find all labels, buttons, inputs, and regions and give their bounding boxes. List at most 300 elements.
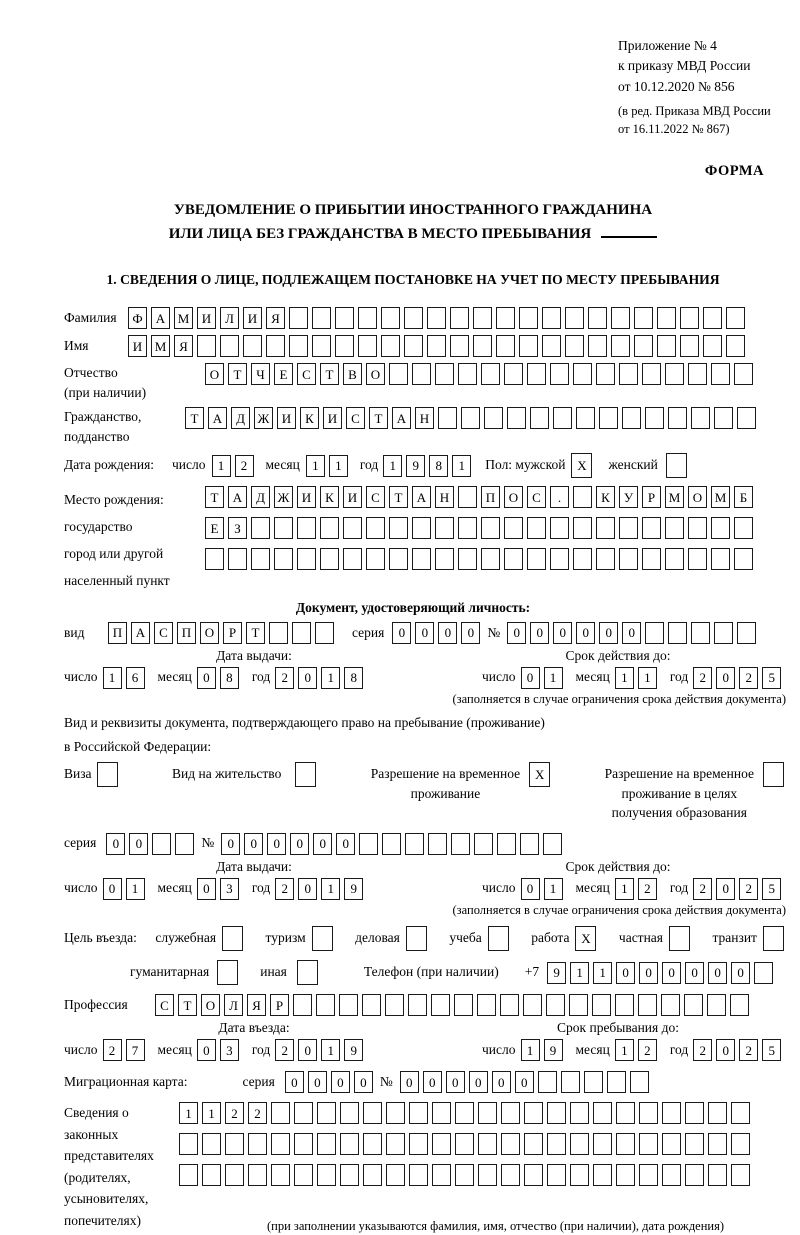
char-box (202, 1133, 221, 1155)
char-box: 1 (321, 878, 340, 900)
char-box (708, 1164, 727, 1186)
char-box (274, 517, 293, 539)
char-box (404, 335, 423, 357)
char-box: Ч (251, 363, 270, 385)
char-box: 0 (336, 833, 355, 855)
profession-row (64, 994, 792, 1016)
char-box (496, 307, 515, 329)
entry-month-boxes (197, 1039, 243, 1061)
char-box (428, 833, 447, 855)
char-box: И (243, 307, 262, 329)
char-box (381, 335, 400, 357)
char-box (668, 622, 687, 644)
char-box: А (151, 307, 170, 329)
char-box: М (174, 307, 193, 329)
char-box: О (205, 363, 224, 385)
study-checkbox (488, 926, 513, 951)
visa-checkbox (97, 762, 122, 787)
char-box (312, 926, 333, 951)
char-box (703, 307, 722, 329)
char-box (217, 960, 238, 985)
visit-purpose-row1 (64, 926, 792, 951)
char-box (205, 548, 224, 570)
char-box (179, 1133, 198, 1155)
char-box (642, 548, 661, 570)
residence-doc-intro1: Вид и реквизиты документа, подтверждающего право на пребывание (проживание) (64, 715, 545, 731)
purpose-study: учеба (449, 926, 512, 951)
doc-number-boxes (507, 622, 760, 644)
char-box (427, 307, 446, 329)
appendix-block (618, 36, 792, 138)
char-box (404, 307, 423, 329)
char-box (538, 1071, 557, 1093)
tourism-checkbox (312, 926, 337, 951)
char-box (523, 994, 542, 1016)
char-box (412, 517, 431, 539)
char-box (714, 622, 733, 644)
residence-series-label: серия (64, 835, 97, 851)
purpose-work: работа X (531, 926, 600, 951)
migration-number-label: № (379, 1073, 393, 1089)
char-box (481, 363, 500, 385)
char-box (638, 994, 657, 1016)
phone-prefix: +7 (524, 964, 540, 980)
char-box (222, 926, 243, 951)
year-label: год (359, 457, 379, 473)
char-box (481, 517, 500, 539)
char-box (615, 994, 634, 1016)
char-box (271, 1164, 290, 1186)
char-box (645, 622, 664, 644)
char-box (688, 517, 707, 539)
char-box: А (392, 407, 411, 429)
char-box (386, 1164, 405, 1186)
char-box: 1 (615, 1039, 634, 1061)
valid-day-boxes (521, 667, 567, 689)
amendment-line: от 16.11.2022 № 867) (618, 121, 730, 136)
char-box: О (200, 622, 219, 644)
char-box (524, 1164, 543, 1186)
char-box: 8 (344, 667, 363, 689)
char-box (611, 335, 630, 357)
entry-dates-row (64, 1039, 792, 1061)
appendix-line: к приказу МВД России (618, 58, 751, 74)
char-box (488, 926, 509, 951)
char-box (339, 994, 358, 1016)
char-box: 2 (225, 1102, 244, 1124)
char-box: 0 (716, 667, 735, 689)
citizenship-row (64, 407, 792, 447)
stay-until-date: число 1 9 месяц 1 2 год 2 0 2 5 (482, 1039, 794, 1061)
char-box: Р (642, 486, 661, 508)
char-box: 1 (544, 878, 563, 900)
char-box: 6 (126, 667, 145, 689)
residence-doc-intro2: в Российской Федерации: (64, 739, 212, 755)
char-box (220, 335, 239, 357)
purpose-transit: транзит (712, 926, 788, 951)
char-box (550, 548, 569, 570)
char-box (435, 517, 454, 539)
char-box (386, 1133, 405, 1155)
char-box (266, 335, 285, 357)
char-box (294, 1133, 313, 1155)
char-box (524, 1133, 543, 1155)
char-box (593, 1164, 612, 1186)
char-box: 9 (547, 962, 566, 984)
char-box (714, 407, 733, 429)
birth-place-label: Место рождения: государство город или другой населенный пункт (64, 492, 170, 589)
char-box: 0 (423, 1071, 442, 1093)
char-box (225, 1164, 244, 1186)
char-box (289, 307, 308, 329)
char-box: 2 (248, 1102, 267, 1124)
char-box (619, 363, 638, 385)
char-box: Я (247, 994, 266, 1016)
char-box (297, 548, 316, 570)
char-box (478, 1102, 497, 1124)
char-box: 0 (331, 1071, 350, 1093)
char-box (408, 994, 427, 1016)
birth-place-boxes (205, 486, 792, 575)
char-box (461, 407, 480, 429)
char-box: 5 (762, 667, 781, 689)
identity-doc-note: (заполняется в случае ограничения срока действия документа) (452, 691, 786, 706)
char-box: Я (174, 335, 193, 357)
char-box: 0 (530, 622, 549, 644)
surname-label: Фамилия (64, 309, 117, 325)
char-box: 2 (275, 667, 294, 689)
char-box (616, 1164, 635, 1186)
char-box: 1 (179, 1102, 198, 1124)
char-box: С (297, 363, 316, 385)
char-box (363, 1133, 382, 1155)
char-box: 2 (693, 1039, 712, 1061)
purpose-official: служебная (155, 926, 247, 951)
char-box: 1 (202, 1102, 221, 1124)
purpose-other: иная (260, 960, 322, 985)
char-box (504, 517, 523, 539)
char-box: 2 (275, 878, 294, 900)
stay-year-boxes (693, 1039, 785, 1061)
char-box (450, 307, 469, 329)
char-box (573, 363, 592, 385)
char-box (619, 548, 638, 570)
char-box: 1 (306, 455, 325, 477)
given-name-label: Имя (64, 337, 89, 353)
char-box (711, 517, 730, 539)
char-box: 0 (290, 833, 309, 855)
char-box (570, 1164, 589, 1186)
char-box (312, 335, 331, 357)
profession-label: Профессия (64, 996, 128, 1012)
char-box (412, 548, 431, 570)
entry-date-headings (64, 1020, 792, 1037)
char-box: 0 (469, 1071, 488, 1093)
char-box (271, 1102, 290, 1124)
char-box: 0 (716, 1039, 735, 1061)
char-box: 0 (197, 878, 216, 900)
char-box (570, 1102, 589, 1124)
char-box (458, 363, 477, 385)
char-box (734, 517, 753, 539)
char-box (251, 548, 270, 570)
given-name-row (64, 335, 792, 357)
char-box (432, 1133, 451, 1155)
char-box: 1 (452, 455, 471, 477)
char-box: 5 (762, 1039, 781, 1061)
patronymic-row (64, 363, 792, 403)
char-box (645, 407, 664, 429)
issue-year-boxes (275, 878, 367, 900)
char-box: С (366, 486, 385, 508)
char-box (685, 1133, 704, 1155)
char-box (389, 363, 408, 385)
char-box (734, 548, 753, 570)
char-box (97, 762, 118, 787)
char-box (343, 517, 362, 539)
doc-kind-label: вид (64, 624, 85, 640)
char-box: 1 (544, 667, 563, 689)
char-box: 0 (438, 622, 457, 644)
char-box (438, 407, 457, 429)
char-box (657, 307, 676, 329)
char-box: П (177, 622, 196, 644)
char-box (527, 517, 546, 539)
char-box: 9 (344, 878, 363, 900)
month-label: месяц (265, 457, 300, 473)
char-box (295, 762, 316, 787)
char-box (358, 307, 377, 329)
issue-date-heading: Дата выдачи: (216, 647, 292, 663)
char-box (496, 335, 515, 357)
residence-doc-note: (заполняется в случае ограничения срока действия документа) (452, 902, 786, 917)
char-box: 0 (708, 962, 727, 984)
char-box (316, 994, 335, 1016)
char-box: 0 (103, 878, 122, 900)
phone-label: Телефон (при наличии) (363, 964, 499, 980)
char-box: З (228, 517, 247, 539)
char-box: 2 (739, 878, 758, 900)
char-box (504, 548, 523, 570)
char-box: М (711, 486, 730, 508)
char-box: А (228, 486, 247, 508)
char-box: 0 (616, 962, 635, 984)
char-box: Ж (274, 486, 293, 508)
char-box (340, 1133, 359, 1155)
birth-place-row2 (205, 517, 757, 539)
char-box: М (151, 335, 170, 357)
char-box: 0 (576, 622, 595, 644)
char-box (248, 1133, 267, 1155)
char-box (588, 307, 607, 329)
char-box: 0 (515, 1071, 534, 1093)
char-box (570, 1133, 589, 1155)
issue-month-boxes (197, 878, 243, 900)
identity-issue-date: число 1 6 месяц 0 8 год 2 0 1 8 (64, 667, 444, 689)
char-box (251, 517, 270, 539)
char-box (363, 1164, 382, 1186)
char-box: 1 (615, 878, 634, 900)
char-box (458, 486, 477, 508)
char-box (335, 335, 354, 357)
char-box: И (297, 486, 316, 508)
char-box: 0 (521, 878, 540, 900)
char-box: А (131, 622, 150, 644)
char-box (202, 1164, 221, 1186)
migration-card-label: Миграционная карта: (64, 1073, 188, 1089)
amendment-line: (в ред. Приказа МВД России (618, 103, 771, 118)
business-checkbox (406, 926, 431, 951)
stay-until-heading: Срок пребывания до: (557, 1020, 679, 1036)
char-box (527, 363, 546, 385)
char-box (763, 762, 784, 787)
char-box (657, 335, 676, 357)
char-box (665, 363, 684, 385)
char-box (320, 548, 339, 570)
char-box (197, 335, 216, 357)
char-box: 0 (221, 833, 240, 855)
char-box (450, 335, 469, 357)
entry-year-boxes (275, 1039, 367, 1061)
char-box: Н (415, 407, 434, 429)
char-box: А (412, 486, 431, 508)
purpose-private: частная (619, 926, 694, 951)
representatives-label: Сведения о законных представителях (родителях, усыновителях, попечителях) (64, 1105, 154, 1228)
char-box: В (343, 363, 362, 385)
residence-number-boxes (221, 833, 566, 855)
representatives-row1 (179, 1102, 754, 1124)
char-box (497, 833, 516, 855)
char-box (669, 926, 690, 951)
char-box (477, 994, 496, 1016)
char-box (152, 833, 171, 855)
char-box: Т (369, 407, 388, 429)
char-box (561, 1071, 580, 1093)
char-box (685, 1102, 704, 1124)
char-box (547, 1102, 566, 1124)
day-label: число (172, 457, 206, 473)
char-box: 0 (507, 622, 526, 644)
doc-series-label: серия (352, 624, 385, 640)
birth-day-boxes (212, 455, 258, 477)
char-box (550, 363, 569, 385)
representatives-block (64, 1102, 792, 1235)
char-box (662, 1133, 681, 1155)
residence-permit-checkbox (295, 762, 320, 787)
char-box (519, 307, 538, 329)
issue-day-boxes (103, 667, 149, 689)
private-checkbox (669, 926, 694, 951)
char-box (584, 1071, 603, 1093)
char-box: Е (274, 363, 293, 385)
surname-boxes (128, 307, 749, 329)
char-box (530, 407, 549, 429)
representatives-row2 (179, 1133, 754, 1155)
char-box: X (529, 762, 550, 787)
char-box (588, 335, 607, 357)
char-box (484, 407, 503, 429)
char-box: 3 (220, 878, 239, 900)
char-box: 0 (285, 1071, 304, 1093)
char-box: К (596, 486, 615, 508)
birth-place-row1 (205, 486, 757, 508)
char-box (731, 1133, 750, 1155)
option-temporary-residence: Разрешение на временное проживание X (371, 764, 554, 803)
valid-month-boxes (615, 878, 661, 900)
char-box (691, 407, 710, 429)
char-box: 0 (599, 622, 618, 644)
work-checkbox (575, 926, 600, 951)
char-box (317, 1164, 336, 1186)
residence-doc-dates-row (64, 878, 792, 900)
doc-number-label: № (487, 624, 501, 640)
char-box (661, 994, 680, 1016)
char-box (179, 1164, 198, 1186)
char-box (619, 517, 638, 539)
char-box (248, 1164, 267, 1186)
temporary-residence-checkbox (529, 762, 554, 787)
char-box: 0 (267, 833, 286, 855)
valid-until-heading: Срок действия до: (565, 647, 671, 663)
char-box (616, 1133, 635, 1155)
char-box (634, 335, 653, 357)
char-box (665, 517, 684, 539)
birth-date-label: Дата рождения: (64, 457, 155, 473)
char-box (573, 517, 592, 539)
char-box (662, 1164, 681, 1186)
residence-number-label: № (201, 835, 215, 851)
char-box (524, 1102, 543, 1124)
char-box (405, 833, 424, 855)
char-box (596, 548, 615, 570)
purpose-business: деловая (355, 926, 431, 951)
char-box (565, 335, 584, 357)
char-box (666, 453, 687, 478)
char-box: Ж (254, 407, 273, 429)
other-checkbox (297, 960, 322, 985)
char-box (500, 994, 519, 1016)
residence-doc-options (64, 764, 792, 823)
char-box (458, 517, 477, 539)
char-box: 1 (321, 667, 340, 689)
char-box (707, 994, 726, 1016)
humanitarian-checkbox (217, 960, 242, 985)
char-box: 2 (739, 667, 758, 689)
char-box (520, 833, 539, 855)
char-box: О (366, 363, 385, 385)
char-box: Т (228, 363, 247, 385)
char-box: И (343, 486, 362, 508)
char-box (726, 335, 745, 357)
identity-doc-heading: Документ, удостоверяющий личность: (295, 600, 531, 616)
char-box (596, 363, 615, 385)
doc-kind-boxes (108, 622, 338, 644)
char-box: С (346, 407, 365, 429)
char-box: . (550, 486, 569, 508)
char-box (616, 1102, 635, 1124)
phone-boxes (547, 962, 777, 984)
char-box (573, 486, 592, 508)
doc-series-boxes (392, 622, 484, 644)
char-box (547, 1133, 566, 1155)
char-box: Я (266, 307, 285, 329)
sex-female-checkbox (666, 453, 691, 478)
char-box: 1 (521, 1039, 540, 1061)
char-box (335, 307, 354, 329)
stay-month-boxes (615, 1039, 661, 1061)
official-checkbox (222, 926, 247, 951)
char-box (592, 994, 611, 1016)
